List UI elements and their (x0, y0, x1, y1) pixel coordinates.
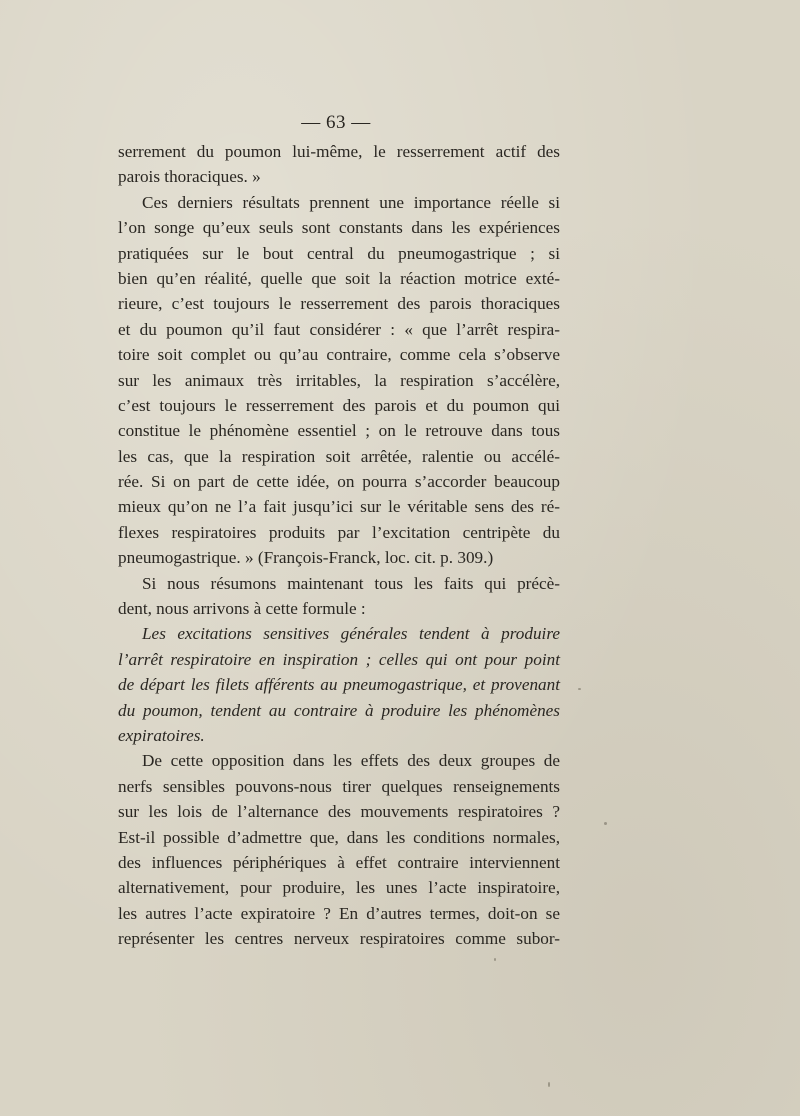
text-line: rée. Si on part de cette idée, on pourra s’accorder beaucoup (118, 472, 560, 492)
text-line: pratiquées sur le bout central du pneumogastrique ; si (118, 243, 560, 263)
text-line: sur les animaux très irritables, la respiration s’accélère, (118, 370, 560, 390)
text-line: sur les lois de l’alternance des mouvements respiratoires ? (118, 802, 560, 822)
text-line: flexes respiratoires produits par l’excitation centripète du (118, 522, 560, 542)
paragraph-start-line: Si nous résumons maintenant tous les faits qui précè- (142, 573, 560, 593)
text-line: Est-il possible d’admettre que, dans les conditions normales, (118, 827, 560, 847)
text-line: des influences périphériques à effet contraire interviennent (118, 852, 560, 872)
paragraph-start-line: Ces derniers résultats prennent une importance réelle si (142, 192, 560, 212)
formula-line: du poumon, tendent au contraire à produire les phénomènes (118, 700, 560, 720)
text-line: toire soit complet ou qu’au contraire, comme cela s’observe (118, 345, 560, 365)
text-line: les autres l’acte expiratoire ? En d’autres termes, doit-on se (118, 903, 560, 923)
text-line: l’on songe qu’eux seuls sont constants dans les expériences (118, 218, 560, 238)
paper-speck (494, 958, 496, 961)
text-line: parois thoraciques. » (118, 167, 261, 187)
paper-speck (604, 822, 607, 825)
text-line: bien qu’en réalité, quelle que soit la réaction motrice exté- (118, 268, 560, 288)
text-line: dent, nous arrivons à cette formule : (118, 599, 366, 619)
paragraph-start-line: De cette opposition dans les effets des deux groupes de (142, 751, 560, 771)
formula-line: l’arrêt respiratoire en inspiration ; celles qui ont pour point (118, 649, 560, 669)
text-line: rieure, c’est toujours le resserrement des parois thoraciques (118, 294, 560, 314)
formula-line: Les excitations sensitives générales tendent à produire (142, 624, 560, 644)
page-number: — 63 — (301, 112, 371, 133)
formula-line: de départ les filets afférents au pneumogastrique, et provenant (118, 675, 560, 695)
paper-speck (548, 1082, 550, 1087)
text-line: constitue le phénomène essentiel ; on le retrouve dans tous (118, 421, 560, 441)
formula-line: expiratoires. (118, 725, 205, 745)
text-line: pneumogastrique. » (François-Franck, loc. cit. p. 309.) (118, 548, 494, 568)
body-text (118, 139, 560, 952)
text-line: serrement du poumon lui-même, le resserrement actif des (118, 142, 560, 161)
text-line: c’est toujours le resserrement des parois et du poumon qui (118, 395, 560, 415)
text-line: alternativement, pour produire, les unes l’acte inspiratoire, (118, 878, 560, 898)
text-line: les cas, que la respiration soit arrêtée, ralentie ou accélé- (118, 446, 560, 466)
paper-speck (578, 688, 581, 690)
text-line: représenter les centres nerveux respiratoires comme subor- (118, 929, 560, 949)
text-line: mieux qu’on ne l’a fait jusqu’ici sur le véritable sens des ré- (118, 497, 560, 517)
text-line: nerfs sensibles pouvons-nous tirer quelques renseignements (118, 776, 560, 796)
text-line: et du poumon qu’il faut considérer : « que l’arrêt respira- (118, 319, 560, 339)
